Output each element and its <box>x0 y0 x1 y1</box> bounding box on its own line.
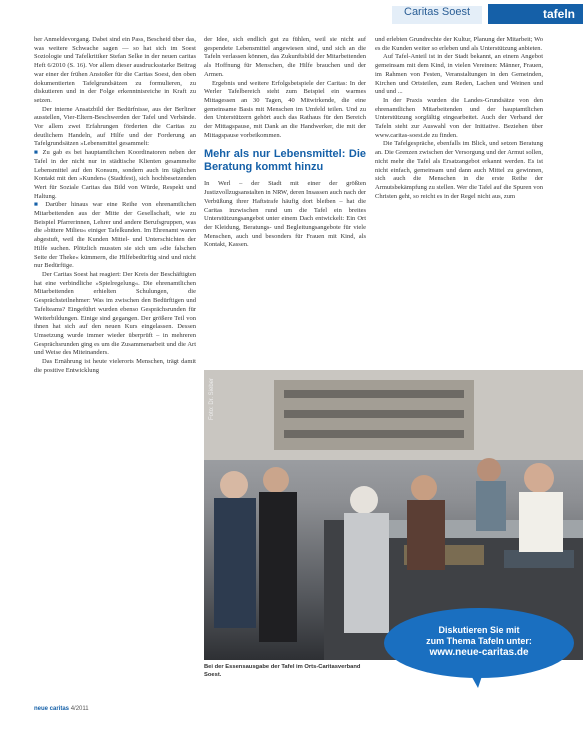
column-right <box>375 36 543 201</box>
photo-credit: Foto: Dr. Sieber <box>209 377 215 420</box>
bubble-line: zum Thema Tafeln unter: <box>426 636 532 646</box>
paragraph: In Werl – der Stadt mit einer der größten Justizvollzugsanstalten in NRW, deren Insassen auch nach der Verbüßung ihrer Haftstrafe häufig dort bleiben – hat die Caritas inzwischen rund um die Tafel ein breites Unterstützungsangebot unter einem Dach entwickelt: Ein Ort der Kleidung, Beratungs- und Begleitungsangebote für viele Menschen, auch und besonders für Frauen mit Kind, als Kontakt, Kassen. <box>204 180 366 249</box>
bubble-line: Diskutieren Sie mit <box>438 625 520 635</box>
column-middle <box>204 36 366 250</box>
column-left <box>34 36 196 375</box>
bubble-tail <box>468 670 484 688</box>
paragraph: Ergebnis und weitere Erfolgsbeispiele der Caritas: In der Werler Tafelbereich steht zum Beispiel ein warmes Mittagessen an 30 Tagen, 40 Mitwirkende, die eine gemeinsame Basis mit Menschen im Umfeld teilen. Und zu den Unterstützern gehört auch das Rathaus für den Bereich der Mittagspause, mit Dank an die Handwerker, die mit der Mittagspause vorbeikommen. <box>204 79 366 139</box>
bullet-paragraph: ■ Darüber hinaus war eine Reihe von ehrenamtlichen Mitarbeitenden aus der Mitte der Gesellschaft, wie zu Beispiel Pfarrerinnen, Lehrer und andere Berufsgruppen, was die »bittere Milieu« einiger Tafelkunden. Im Ehrenamt waren abgestuft, weil die Kunden Mittel- und Unterschichten der Hilfe suchen. Plötzlich mussten sie sich um »die falschen Seite der Theke« kümmern, die Hilfebedürftig sind und nicht nur Bedürftige. <box>34 201 196 271</box>
publication-name: neue caritas <box>34 706 70 712</box>
topic-tag[interactable]: tafeln <box>488 4 583 24</box>
paragraph: und erlebten Grundrechte der Kultur, Planung der Mitarbeit; Wo es die Kunden weiter so erleben und als Unterstützung anbieten. <box>375 36 543 52</box>
photo-caption: Bei der Essensausgabe der Tafel im Orts-Caritasverband Soest. <box>204 664 361 678</box>
page-footer <box>34 706 89 712</box>
paragraph: Der interne Ansatzbild der Bedürfnisse, aus der Berliner ausstellen, Vier-Eltern-Beschwerden der Tafel und Verbände. Vor allem zwei Erfahrungen förderten die Caritas zu deutlichem Handeln, auf Hilfe und der Forderung an Tafelgrundsätzen »Lebensmittel gesammelt: <box>34 105 196 148</box>
subheading: Mehr als nur Lebensmittel: Die Beratung kommt hinzu <box>204 148 366 174</box>
issue-number: 4/2011 <box>70 706 89 712</box>
bullet-paragraph: ■ Zu gab es bei hauptamtlichen Koordinatoren neben der Tafel in der nicht nur in städtische Klienten gesammelte Lebensmittel auf den Konsum, sondern auch im täglichen Kontakt mit den »Kunden« (Stadtfest), sich hochbesetzenden Wert für Soziale Caritas das Bild von Würde, Respekt und Haltung. <box>34 149 196 201</box>
paragraph: In der Praxis wurden die Landes-Grundsätze von den ehrenamtlichen Mitarbeitenden und der hauptamtlichen Unterstützung sorgfältig eingearbeitet. Auch der Verband der Tafeln steht zur Auswahl von der Initiative. Beziehen über www.caritas-soest.de zu finden. <box>375 96 543 139</box>
discussion-bubble[interactable] <box>384 608 574 678</box>
paragraph: Das Ernährung ist heute vielerorts Menschen, trägt damit die positive Entwicklung <box>34 358 196 374</box>
paragraph: der Idee, sich endlich gut zu fühlen, weil sie nicht auf gespendete Lebensmittel angewiesen sind, und sich an die Tafeln verlassen können, das Zukunftsbild der Mitarbeitenden als Hoffnung für Menschen, die Hilfe brauchen und der Armen. <box>204 36 366 78</box>
paragraph: her Anmeldevorgang. Dabei sind ein Pass, Bescheid über das, was weitere Schwache sagen — so hat sich im Soest Soziologie und Tafelkritiker Stefan Selke in der neuen caritas Heft 6/2010 (S. 16). Vor allem dieser ausdrucksstarke Beitrag war einer der frühen Anstoßer für die Caritas Soest, den oben dokumentierten Tafelgrundsätzen zu formulieren, zu diskutieren und in der Folge erkenntnisreiche in Kraft zu setzen. <box>34 36 196 104</box>
section-label: Caritas Soest <box>404 6 471 18</box>
paragraph: Die Tafelgespräche, ebenfalls im Blick, und setzen Beratung an. Die Grenzen zwischen der Versorgung und der Armut sollen, nicht mehr die Tafel als Ersatzangebot erkannt werden. Es ist nicht einfach, gemeinsam und dann auch Mittel zu gewinnen, sich auch die Menschen in die erste Reihe der Armutsbekämpfung zu stellen. Wer die Tafel auf die Spuren von Christen geht, so reicht es in der Regel nicht aus, zum <box>375 140 543 200</box>
paragraph: Auf Tafel-Anteil ist in der Stadt bekannt, an einem Angebot gemeinsam mit dem Kind, in vielen Vereinen: Männer, Frauen, im Rahmen von Festen, Veranstaltungen in den Gemeinden, Kirchen und Ortsteilen, zum Reden, Lachen und Weinen und und und ... <box>375 53 543 96</box>
bubble-url-link[interactable]: www.neue-caritas.de <box>429 647 529 658</box>
paragraph: Der Caritas Soest hat reagiert: Der Kreis der Beschäftigten hat eine verbindliche »Spielregelung«. Die ehrenamtlichen Mitarbeitenden erhielten Schulungen, die Gesprächsteilnehmer: Was im zwischen den Bedürftigen und Tafelteams? Eingeführt wurden ebenso Gesprächsrunden für Weiterbildungen. Einige sind gegangen. Der größere Teil von ihnen hat sich auf den neuen Kurs eingelassen. Dessen Umsetzung wurde immer wieder überprüft – in mehreren Gesprächsrunden ging es um die Zusammenarbeit und die Art und Weise des Miteinanders. <box>34 270 196 357</box>
